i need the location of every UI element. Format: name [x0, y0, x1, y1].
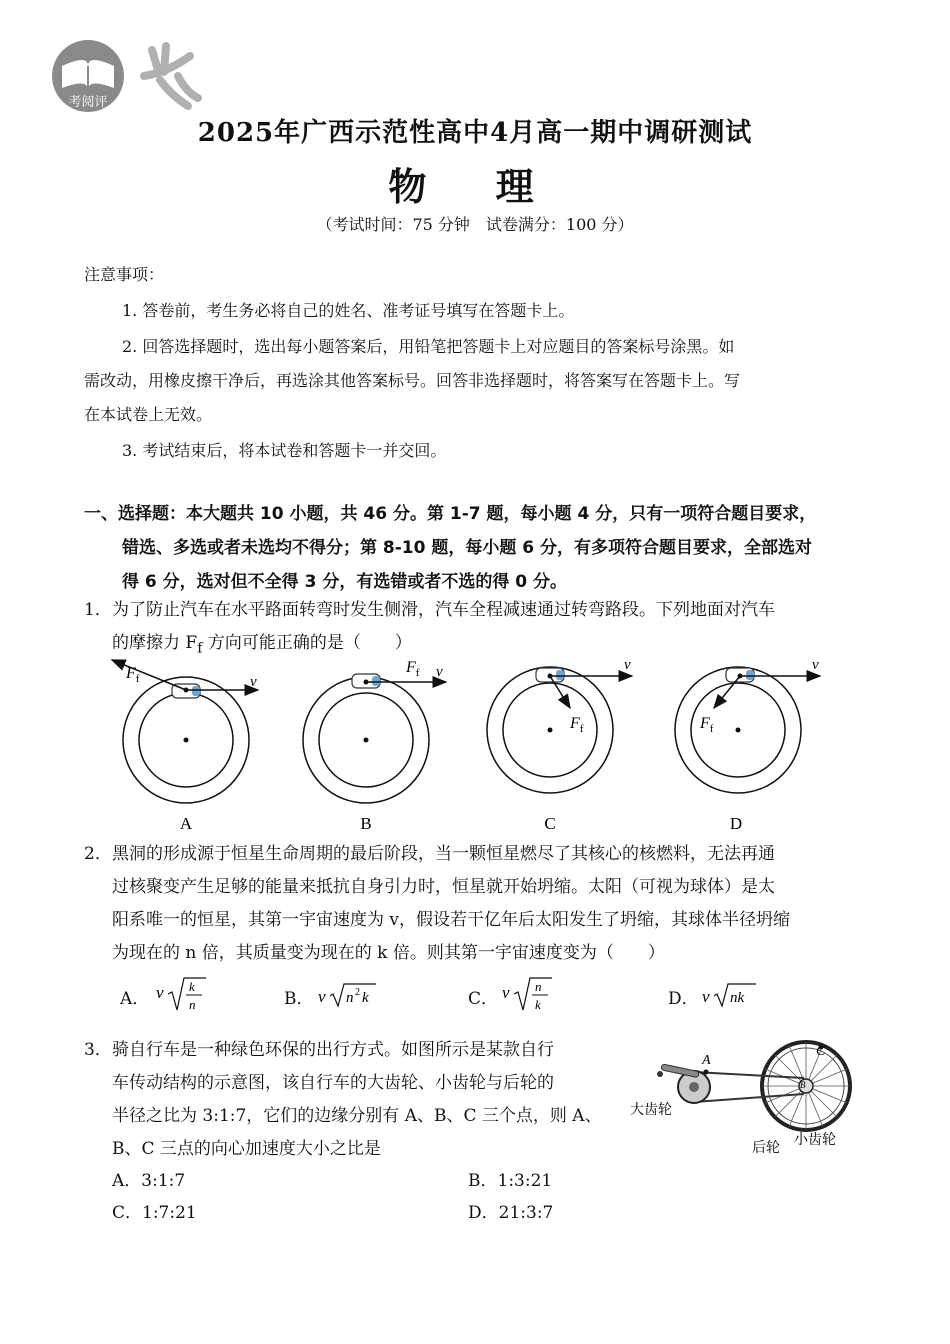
svg-text:nk: nk — [730, 990, 745, 1006]
notice-item-1: 1. 答卷前，考生务必将自己的姓名、准考证号填写在答题卡上。 — [122, 301, 575, 320]
option-a-formula — [156, 974, 216, 1018]
svg-text:Ff: $F_f$ — [126, 665, 140, 685]
notice-item-2-end: 在本试卷上无效。 — [84, 405, 213, 424]
rear-wheel — [762, 1042, 850, 1130]
svg-text:n: n — [535, 979, 542, 994]
question-3-line-4: B、C 三点的向心加速度大小之比是 — [112, 1139, 381, 1159]
option-b-formula — [318, 978, 388, 1014]
question-number: 1． — [84, 600, 112, 620]
rear-wheel-label: 后轮 — [752, 1140, 780, 1156]
section-1-header — [84, 497, 874, 599]
question-2-line-3: 阳系唯一的恒星，其第一宇宙速度为 v，假设若干亿年后太阳发生了坍缩，其球体半径坍缩 — [112, 910, 791, 930]
option-d-formula — [702, 978, 772, 1014]
figure-label-d: D — [729, 814, 743, 833]
big-gear-label: 大齿轮 — [630, 1102, 672, 1118]
question-2 — [84, 838, 874, 970]
q3-option-c: C．1:7:21 — [112, 1203, 197, 1223]
point-b-label: B — [800, 1080, 806, 1090]
question-1-line-2: 的摩擦力 $F_f$ 方向可能正确的是（ ） — [112, 633, 412, 657]
figure-label-b: B — [360, 814, 372, 833]
question-1-figures — [100, 652, 880, 837]
svg-text:k: k — [362, 990, 369, 1006]
section-line-1: 一、选择题：本大题共 10 小题，共 46 分。第 1-7 题，每小题 4 分，只有一项符合题目要求， — [84, 504, 817, 524]
exam-title: 2025年广西示范性高中4月高一期中调研测试 — [197, 118, 753, 148]
question-number: 2． — [84, 844, 112, 864]
notice-item-2-cont: 需改动，用橡皮擦干净后，再选涂其他答案标号。回答非选择题时，将答案写在答题卡上。写 — [84, 371, 741, 390]
point-c-label: C — [816, 1044, 826, 1059]
svg-text:v: v — [624, 657, 631, 673]
bicycle-drivetrain-figure — [628, 1036, 878, 1160]
svg-text:v: v — [702, 987, 710, 1006]
publisher-logo — [48, 36, 218, 122]
svg-text:n: n — [189, 997, 196, 1012]
option-b-letter: B． — [284, 989, 314, 1009]
svg-text:Ff: $F_f$ — [700, 715, 714, 735]
option-a-letter: A． — [120, 989, 150, 1009]
svg-text:v: v — [436, 664, 443, 680]
figure-option-a — [112, 660, 258, 833]
option-c-letter: C． — [468, 989, 499, 1009]
svg-text:v: v — [318, 987, 326, 1006]
notice-heading: 注意事项： — [84, 265, 165, 284]
question-2-line-2: 过核聚变产生足够的能量来抵抗自身引力时，恒星就开始坍缩。太阳（可视为球体）是太 — [112, 877, 775, 897]
question-number: 3． — [84, 1040, 112, 1060]
figure-label-c: C — [544, 814, 556, 833]
notice-item-3: 3. 考试结束后，将本试卷和答题卡一并交回。 — [122, 441, 447, 460]
svg-text:2: 2 — [355, 987, 360, 998]
q3-option-d: D．21:3:7 — [468, 1203, 554, 1223]
question-3-line-3: 半径之比为 3:1:7，它们的边缘分别有 A、B、C 三个点，则 A、 — [112, 1106, 602, 1126]
section-line-3: 得 6 分，选对但不全得 3 分，有选错或者不选的得 0 分。 — [122, 572, 567, 592]
figure-option-b — [303, 659, 446, 833]
question-2-line-1: 黑洞的形成源于恒星生命周期的最后阶段，当一颗恒星燃尽了其核心的核燃料，无法再通 — [112, 844, 775, 864]
svg-text:v: v — [250, 674, 257, 690]
q3-option-a: A．3:1:7 — [112, 1171, 186, 1191]
question-2-line-4: 为现在的 n 倍，其质量变为现在的 k 倍。则其第一宇宙速度变为（ ） — [112, 943, 665, 963]
svg-text:n: n — [346, 990, 354, 1006]
exam-info: （考试时间：75 分钟 试卷满分：100 分） — [316, 215, 634, 234]
option-c-formula — [502, 974, 562, 1018]
svg-text:k: k — [189, 979, 195, 994]
notice-item-2: 2. 回答选择题时，选出每小题答案后，用铅笔把答题卡上对应题目的答案标号涂黑。如 — [122, 337, 735, 356]
svg-text:v: v — [156, 983, 164, 1002]
small-gear-label: 小齿轮 — [794, 1132, 836, 1148]
svg-text:v: v — [812, 657, 819, 673]
subject-title: 物 理 — [388, 165, 562, 209]
question-3-line-2: 车传动结构的示意图，该自行车的大齿轮、小齿轮与后轮的 — [112, 1073, 554, 1093]
svg-text:k: k — [535, 997, 541, 1012]
svg-text:Ff: $F_f$ — [570, 715, 584, 735]
svg-text:Ff: $F_f$ — [406, 659, 420, 679]
logo-text: 考阅评 — [68, 95, 108, 110]
figure-option-d — [675, 657, 820, 833]
question-1-line-1: 为了防止汽车在水平路面转弯时发生侧滑，汽车全程减速通过转弯路段。下列地面对汽车 — [112, 600, 775, 620]
question-3-line-1: 骑自行车是一种绿色环保的出行方式。如图所示是某款自行 — [112, 1040, 554, 1060]
option-d-letter: D． — [668, 989, 699, 1009]
big-gear — [657, 1064, 710, 1103]
point-a-label: A — [702, 1053, 711, 1068]
question-2-options — [120, 978, 880, 1018]
figure-option-c — [487, 657, 632, 833]
svg-text:v: v — [502, 983, 510, 1002]
question-3 — [84, 1034, 624, 1166]
q3-option-b: B．1:3:21 — [468, 1171, 553, 1191]
section-line-2: 错选、多选或者未选均不得分；第 8-10 题，每小题 6 分，有多项符合题目要求，全部选对 — [122, 538, 813, 558]
figure-label-a: A — [179, 814, 193, 833]
